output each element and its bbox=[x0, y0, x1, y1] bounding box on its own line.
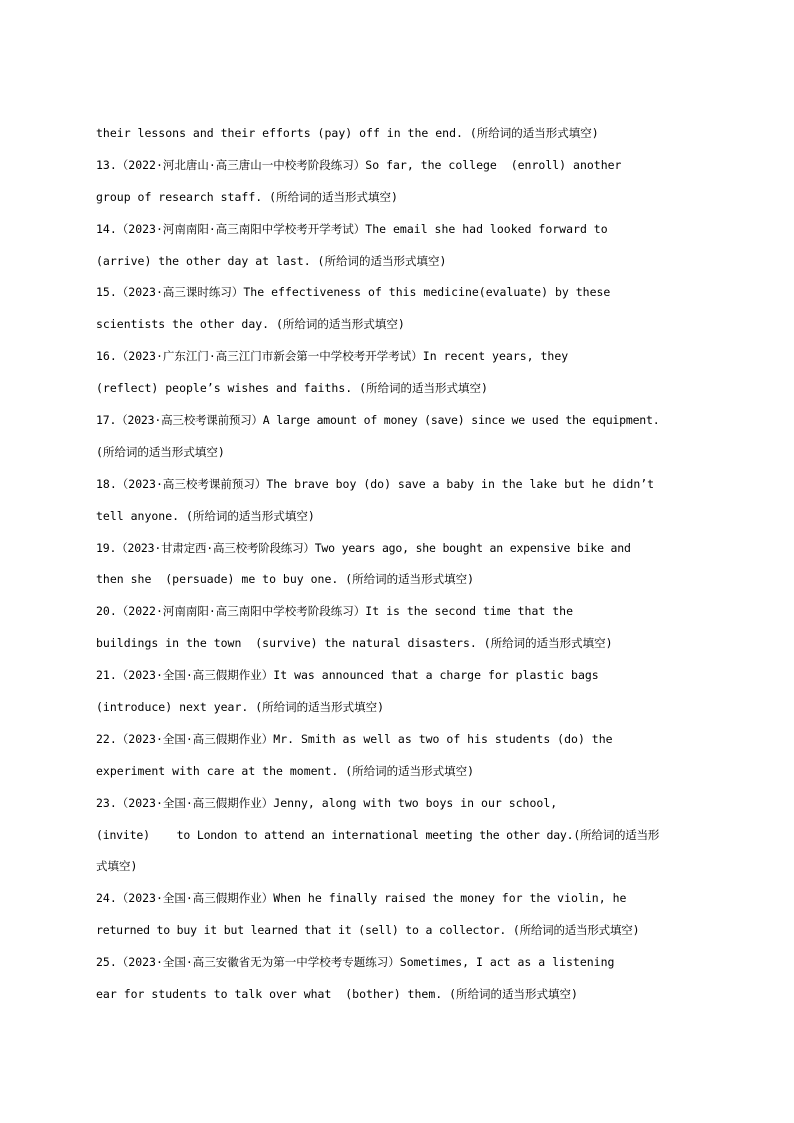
text-line: experiment with care at the moment. (所给词的适当形式填空) bbox=[96, 763, 475, 778]
text-line: group of research staff. (所给词的适当形式填空) bbox=[96, 189, 398, 204]
question-25-line: 25.（2023·全国·高三安徽省无为第一中学校考专题练习）Sometimes, I act as a listening bbox=[96, 955, 615, 970]
question-22-line: 22.（2023·全国·高三假期作业）Mr. Smith as well as two of his students (do) the bbox=[96, 731, 613, 746]
question-24-line: 24.（2023·全国·高三假期作业）When he finally raised the money for the violin, he bbox=[96, 891, 627, 906]
question-13-line: 13.（2022·河北唐山·高三唐山一中校考阶段练习）So far, the college (enroll) another bbox=[96, 157, 622, 172]
text-line: 式填空) bbox=[96, 859, 138, 874]
question-15-line: 15.（2023·高三课时练习）The effectiveness of this medicine(evaluate) by these bbox=[96, 285, 611, 300]
text-line: (reflect) people’s wishes and faiths. (所给词的适当形式填空) bbox=[96, 381, 488, 396]
text-line: scientists the other day. (所给词的适当形式填空) bbox=[96, 317, 405, 332]
question-19-line: 19.（2023·甘肃定西·高三校考阶段练习）Two years ago, she bought an expensive bike and bbox=[96, 540, 631, 555]
text-line: tell anyone. (所给词的适当形式填空) bbox=[96, 508, 315, 523]
text-line: their lessons and their efforts (pay) off in the end. (所给词的适当形式填空) bbox=[96, 126, 599, 140]
text-line: (arrive) the other day at last. (所给词的适当形式填空) bbox=[96, 253, 447, 268]
exercise-text-block bbox=[96, 118, 676, 1011]
text-line: then she (persuade) me to buy one. (所给词的适当形式填空) bbox=[96, 572, 475, 587]
question-23-line: 23.（2023·全国·高三假期作业）Jenny, along with two boys in our school, bbox=[96, 795, 558, 810]
text-line: returned to buy it but learned that it (sell) to a collector. (所给词的适当形式填空) bbox=[96, 923, 640, 938]
text-line: ear for students to talk over what (bother) them. (所给词的适当形式填空) bbox=[96, 987, 578, 1002]
text-line: buildings in the town (survive) the natural disasters. (所给词的适当形式填空) bbox=[96, 636, 613, 651]
text-line: (invite) to London to attend an international meeting the other day.(所给词的适当形 bbox=[96, 827, 660, 842]
question-20-line: 20.（2022·河南南阳·高三南阳中学校考阶段练习）It is the second time that the bbox=[96, 604, 574, 619]
text-line: (introduce) next year. (所给词的适当形式填空) bbox=[96, 700, 385, 715]
question-14-line: 14.（2023·河南南阳·高三南阳中学校考开学考试）The email she had looked forward to bbox=[96, 221, 608, 236]
question-16-line: 16.（2023·广东江门·高三江门市新会第一中学校考开学考试）In recent years, they bbox=[96, 349, 569, 364]
question-21-line: 21.（2023·全国·高三假期作业）It was announced that a charge for plastic bags bbox=[96, 668, 599, 683]
text-line: (所给词的适当形式填空) bbox=[96, 444, 225, 459]
question-18-line: 18.（2023·高三校考课前预习）The brave boy (do) save a baby in the lake but he didn’t bbox=[96, 476, 655, 491]
question-17-line: 17.（2023·高三校考课前预习）A large amount of money (save) since we used the equipment. bbox=[96, 413, 660, 428]
